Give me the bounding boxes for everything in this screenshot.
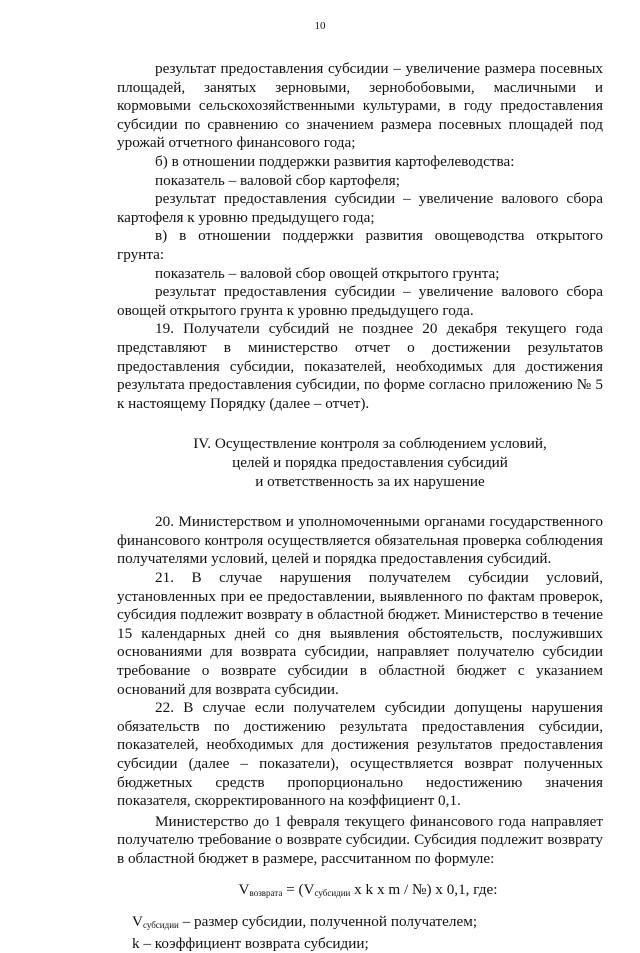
definition-symbol: k: [132, 934, 140, 952]
paragraph-20-control: 20. Министерством и уполномоченными органами государственного финансового контроля осуществляется обязательная проверка соблюдения получателями условий, целей и порядка предоставления субсидий.: [117, 513, 603, 568]
section-heading-line-1: IV. Осуществление контроля за соблюдением условий,: [193, 435, 547, 453]
paragraph-potato-heading: б) в отношении поддержки развития картофелеводства:: [155, 152, 515, 170]
paragraph-potato-indicator: показатель – валовой сбор картофеля;: [155, 171, 400, 189]
paragraph-22-return: 22. В случае если получателем субсидии допущены нарушения обязательств по достижению результата предоставления субсидии, показателей, необходимых для достижения результатов предоставления субсидии (далее – показатели), осуществляется возврат полученных бюджетных средств пропорционально недостижению значения показателя, скорректированного на коэффициент 0,1.: [117, 699, 603, 810]
formula-inner-subscript: субсидии: [314, 887, 351, 898]
definition-text: – размер субсидии, полученной получателем;: [178, 913, 478, 931]
section-heading-line-3: и ответственность за их нарушение: [255, 473, 485, 491]
section-heading-line-2: целей и порядка предоставления субсидий: [232, 454, 508, 472]
definition-subscript: субсидии: [142, 920, 179, 931]
paragraph-vegetables-heading: в) в отношении поддержки развития овощеводства открытого грунта:: [117, 227, 603, 263]
paragraph-21-violation: 21. В случае нарушения получателем субсидии условий, установленных при ее предоставлении, выявленного по фактам проверок, субсидия подлежит возврату в областной бюджет. Министерство в течение 15 календарных дней со дня выявления обстоятельств, послуживших основаниями для возврата субсидии, направляет получателю субсидии требование о возврате субсидии в областной бюджет с указанием оснований для возврата субсидии.: [117, 569, 603, 698]
formula-lhs: V: [238, 880, 250, 898]
page-number: 10: [314, 20, 326, 32]
definition-k-coefficient: [117, 935, 603, 953]
refund-formula: [117, 881, 603, 903]
document-body: [117, 60, 603, 953]
paragraph-ministry-requirement: Министерство до 1 февраля текущего финансового года направляет получателю требование о возврате субсидии. Субсидия подлежит возврату в областной бюджет в размере, рассчитанном по формуле:: [117, 812, 603, 867]
section-heading: [117, 434, 603, 491]
paragraph-vegetables-result: результат предоставления субсидии – увеличение валового сбора овощей открытого грунта к уровню предыдущего года.: [117, 283, 603, 319]
formula-rest: x k x m / №) x 0,1, где:: [350, 880, 498, 898]
formula-open: = (V: [282, 880, 315, 898]
definition-text: – коэффициент возврата субсидии;: [139, 934, 369, 952]
definition-symbol: V: [132, 913, 143, 931]
definition-v-subsidy: [117, 913, 603, 935]
paragraph-result-sown-area: результат предоставления субсидии – увеличение размера посевных площадей, занятых зерновыми, зернобобовыми, масличными и кормовыми сельскохозяйственными культурами, в году предоставления субсидии по сравнению со значением размера посевных площадей под урожай отчетного финансового года;: [117, 60, 603, 152]
paragraph-19-report: 19. Получатели субсидий не позднее 20 декабря текущего года представляют в министерство отчет о достижении результатов предоставления субсидии, показателей, необходимых для достижения результата предоставления субсидии, по форме согласно приложению № 5 к настоящему Порядку (далее – отчет).: [117, 320, 603, 412]
paragraph-vegetables-indicator: показатель – валовой сбор овощей открытого грунта;: [155, 264, 500, 282]
formula-lhs-subscript: возврата: [249, 887, 283, 898]
paragraph-potato-result: результат предоставления субсидии – увеличение валового сбора картофеля к уровню предыдущего года;: [117, 190, 603, 226]
